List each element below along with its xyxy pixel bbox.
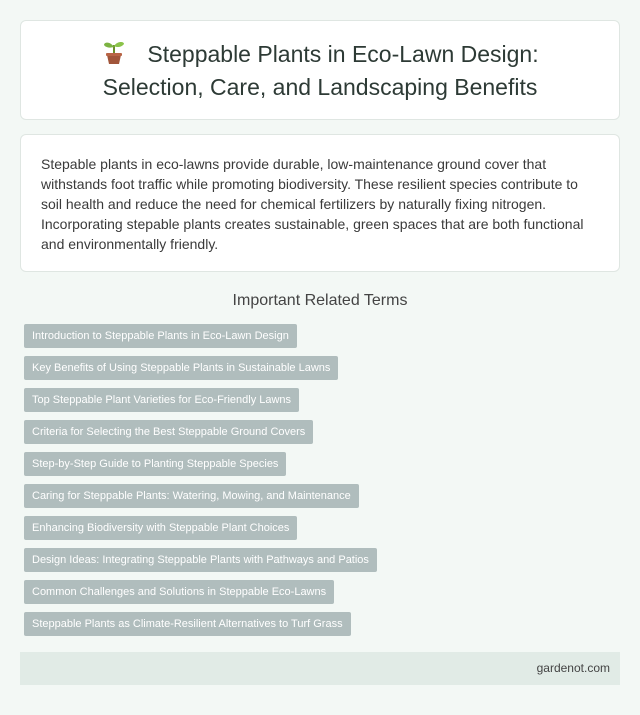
page-title-text: Steppable Plants in Eco-Lawn Design: Selection, Care, and Landscaping Benefits bbox=[102, 40, 539, 100]
term-link[interactable]: Step-by-Step Guide to Planting Steppable Species bbox=[24, 452, 286, 476]
term-link[interactable]: Introduction to Steppable Plants in Eco-Lawn Design bbox=[24, 324, 297, 348]
term-link[interactable]: Criteria for Selecting the Best Steppable Ground Covers bbox=[24, 420, 313, 444]
term-link[interactable]: Design Ideas: Integrating Steppable Plants with Pathways and Patios bbox=[24, 548, 377, 572]
term-link[interactable]: Caring for Steppable Plants: Watering, Mowing, and Maintenance bbox=[24, 484, 359, 508]
sprout-icon bbox=[101, 39, 127, 72]
related-terms-list bbox=[24, 324, 620, 644]
term-link[interactable]: Top Steppable Plant Varieties for Eco-Friendly Lawns bbox=[24, 388, 299, 412]
page-title bbox=[80, 39, 560, 102]
related-terms-heading: Important Related Terms bbox=[232, 292, 408, 309]
term-link[interactable]: Common Challenges and Solutions in Steppable Eco-Lawns bbox=[24, 580, 334, 604]
footer-site[interactable]: gardenot.com bbox=[536, 661, 610, 675]
title-card bbox=[20, 20, 620, 120]
term-link[interactable]: Enhancing Biodiversity with Steppable Plant Choices bbox=[24, 516, 297, 540]
footer bbox=[20, 652, 620, 685]
summary-card bbox=[20, 134, 620, 272]
term-link[interactable]: Steppable Plants as Climate-Resilient Alternatives to Turf Grass bbox=[24, 612, 351, 636]
summary-text: Stepable plants in eco-lawns provide durable, low-maintenance ground cover that withstands foot traffic while promoting biodiversity. These resilient species contribute to soil health and reduce the need for chemical fertilizers by naturally fixing nitrogen. Incorporating stepable plants creates sustainable, green spaces that are both functional and environmentally friendly. bbox=[41, 156, 584, 252]
term-link[interactable]: Key Benefits of Using Steppable Plants in Sustainable Lawns bbox=[24, 356, 338, 380]
